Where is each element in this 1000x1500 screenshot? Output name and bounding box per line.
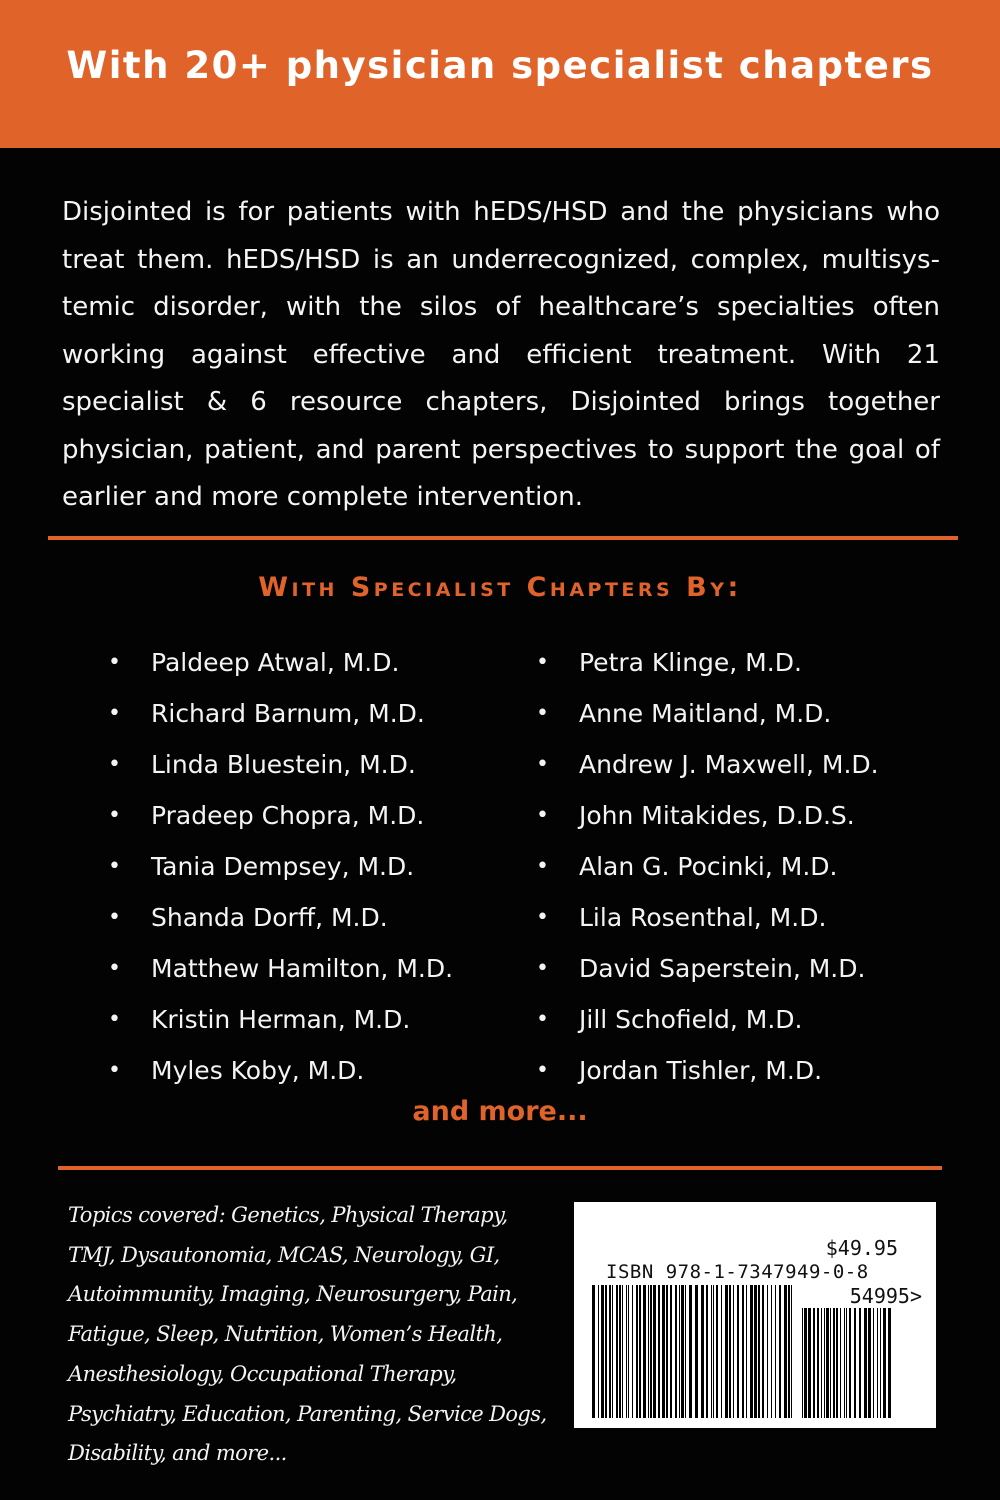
bullet-icon: •: [108, 854, 121, 879]
price-barcode: [802, 1308, 894, 1418]
bullet-icon: •: [536, 905, 549, 930]
bullet-icon: •: [536, 650, 549, 675]
specialist-item: [536, 892, 879, 943]
bullet-icon: •: [536, 854, 549, 879]
specialists-list-right: [536, 637, 879, 1096]
specialist-item: [108, 892, 453, 943]
specialist-name: Pradeep Chopra, M.D.: [151, 801, 425, 830]
specialist-item: [536, 688, 879, 739]
banner-title: With 20+ physician specialist chapters: [66, 43, 934, 87]
specialists-list-left: [108, 637, 453, 1096]
specialist-item: [108, 841, 453, 892]
bullet-icon: •: [536, 1007, 549, 1032]
isbn-label: ISBN 978-1-7347949-0-8: [606, 1261, 869, 1283]
specialist-item: [108, 994, 453, 1045]
topics-covered: Topics covered: Genetics, Physical Therapy, TMJ, Dysautonomia, MCAS, Neurology, GI, Autoimmunity, Imaging, Neurosurgery, Pain, Fatigue, Sleep, Nutrition, Women’s Health, Anesthesiology, Occupational Therapy, Psychiatry, Education, Parenting, Service Dogs, Disability, and more...: [68, 1203, 547, 1466]
bullet-icon: •: [108, 1058, 121, 1083]
specialist-name: Richard Barnum, M.D.: [151, 699, 425, 728]
bullet-icon: •: [108, 650, 121, 675]
price-label: $49.95: [825, 1236, 898, 1260]
bullet-icon: •: [108, 1007, 121, 1032]
specialist-name: Jordan Tishler, M.D.: [579, 1056, 823, 1085]
specialist-item: [108, 943, 453, 994]
specialist-item: [536, 841, 879, 892]
specialist-name: Kristin Herman, M.D.: [151, 1005, 411, 1034]
specialist-name: Alan G. Pocinki, M.D.: [579, 852, 838, 881]
specialist-name: Petra Klinge, M.D.: [579, 648, 802, 677]
specialist-name: Jill Schofield, M.D.: [579, 1005, 803, 1034]
specialists-heading: With Specialist Chapters By:: [258, 572, 742, 603]
bullet-icon: •: [536, 1058, 549, 1083]
specialist-item: [536, 790, 879, 841]
specialist-item: [108, 637, 453, 688]
and-more-text: and more...: [412, 1096, 588, 1127]
header-banner: [0, 0, 1000, 148]
specialist-name: Shanda Dorff, M.D.: [151, 903, 388, 932]
specialist-item: [536, 739, 879, 790]
bullet-icon: •: [536, 803, 549, 828]
bullet-icon: •: [108, 803, 121, 828]
specialist-name: Myles Koby, M.D.: [151, 1056, 365, 1085]
specialist-item: [536, 1045, 879, 1096]
bullet-icon: •: [536, 956, 549, 981]
specialist-name: Lila Rosenthal, M.D.: [579, 903, 827, 932]
specialist-item: [108, 790, 453, 841]
bullet-icon: •: [108, 956, 121, 981]
specialist-item: [536, 994, 879, 1045]
bullet-icon: •: [108, 752, 121, 777]
specialist-name: Linda Bluestein, M.D.: [151, 750, 416, 779]
specialist-item: [108, 1045, 453, 1096]
specialist-item: [108, 688, 453, 739]
specialist-name: John Mitakides, D.D.S.: [579, 801, 855, 830]
barcode-box: [574, 1202, 936, 1428]
bullet-icon: •: [108, 905, 121, 930]
specialist-item: [108, 739, 453, 790]
bullet-icon: •: [108, 701, 121, 726]
bullet-icon: •: [536, 752, 549, 777]
divider-bottom: [58, 1166, 942, 1170]
specialist-name: Tania Dempsey, M.D.: [151, 852, 415, 881]
specialist-name: Matthew Hamilton, M.D.: [151, 954, 454, 983]
specialist-name: Anne Maitland, M.D.: [579, 699, 832, 728]
specialist-name: Andrew J. Maxwell, M.D.: [579, 750, 879, 779]
price-code-label: 54995>: [849, 1284, 922, 1308]
specialist-name: Paldeep Atwal, M.D.: [151, 648, 400, 677]
book-description: Disjointed is for patients with hEDS/HSD and the physicians who treat them. hEDS/HSD is an underrecognized, complex, multisystemic disorder, with the silos of healthcare’s specialties often working against effective and efficient treatment. With 21 specialist & 6 resource chapters, Disjointed brings together physician, patient, and parent perspectives to support the goal of earlier and more complete intervention.: [62, 197, 940, 512]
specialist-item: [536, 943, 879, 994]
bullet-icon: •: [536, 701, 549, 726]
specialist-name: David Saperstein, M.D.: [579, 954, 866, 983]
isbn-barcode: [592, 1285, 796, 1418]
divider-top: [48, 536, 958, 540]
specialist-item: [536, 637, 879, 688]
